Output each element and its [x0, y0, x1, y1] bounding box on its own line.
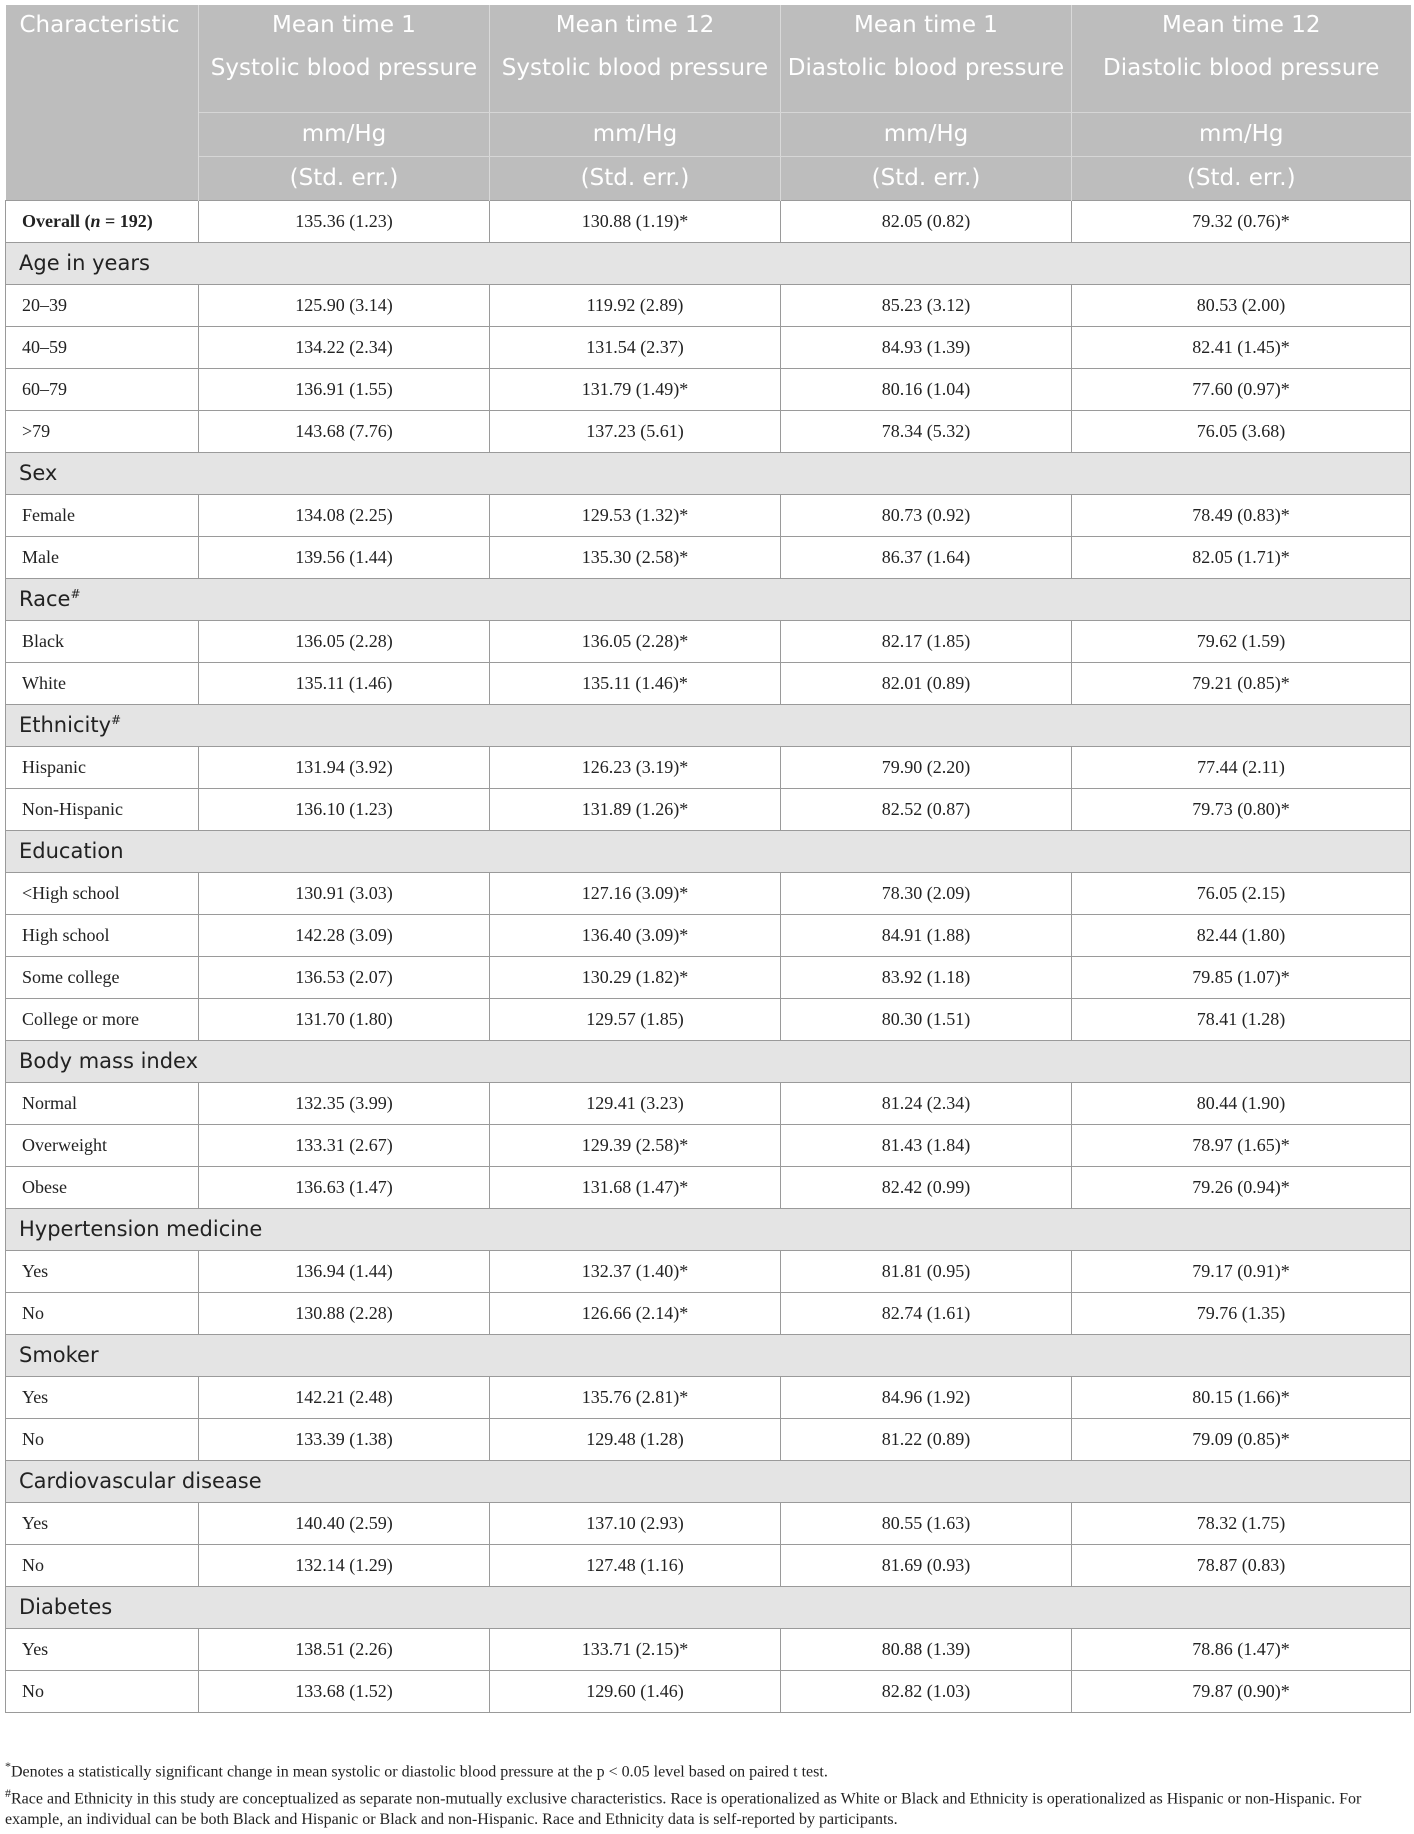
row-label: Yes [6, 1502, 199, 1544]
table-cell: 136.91 (1.55) [199, 368, 490, 410]
table-cell: 80.88 (1.39) [781, 1628, 1072, 1670]
section-header-row [6, 578, 1411, 620]
table-cell: 134.08 (2.25) [199, 494, 490, 536]
table-cell: 79.87 (0.90)* [1072, 1670, 1411, 1712]
header-std-err: (Std. err.) [490, 156, 781, 200]
header-std-err: (Std. err.) [1072, 156, 1411, 200]
table-row [6, 956, 1411, 998]
table-cell: 81.24 (2.34) [781, 1082, 1072, 1124]
table-cell: 129.39 (2.58)* [490, 1124, 781, 1166]
table-cell: 79.26 (0.94)* [1072, 1166, 1411, 1208]
table-cell: 130.29 (1.82)* [490, 956, 781, 998]
row-label: 60–79 [6, 368, 199, 410]
row-label: Yes [6, 1250, 199, 1292]
row-label: Hispanic [6, 746, 199, 788]
section-title: Race# [6, 578, 1411, 620]
table-cell: 131.70 (1.80) [199, 998, 490, 1040]
table-row [6, 1250, 1411, 1292]
table-row [6, 1166, 1411, 1208]
table-cell: 81.22 (0.89) [781, 1418, 1072, 1460]
table-cell: 138.51 (2.26) [199, 1628, 490, 1670]
table-cell: 79.85 (1.07)* [1072, 956, 1411, 998]
table-row [6, 788, 1411, 830]
table-cell: 79.21 (0.85)* [1072, 662, 1411, 704]
table-cell: 79.32 (0.76)* [1072, 200, 1411, 242]
row-label: Black [6, 620, 199, 662]
table-cell: 129.53 (1.32)* [490, 494, 781, 536]
table-cell: 143.68 (7.76) [199, 410, 490, 452]
table-cell: 77.44 (2.11) [1072, 746, 1411, 788]
overall-row [6, 200, 1411, 242]
table-row [6, 1628, 1411, 1670]
table-cell: 82.44 (1.80) [1072, 914, 1411, 956]
header-time: Mean time 1 [199, 5, 490, 46]
section-title: Diabetes [6, 1586, 1411, 1628]
table-cell: 79.09 (0.85)* [1072, 1418, 1411, 1460]
header-time: Mean time 1 [781, 5, 1072, 46]
table-cell: 78.87 (0.83) [1072, 1544, 1411, 1586]
table-cell: 135.30 (2.58)* [490, 536, 781, 578]
table-cell: 84.93 (1.39) [781, 326, 1072, 368]
table-row [6, 1544, 1411, 1586]
table-row [6, 998, 1411, 1040]
table-row [6, 368, 1411, 410]
table-cell: 78.34 (5.32) [781, 410, 1072, 452]
header-time: Mean time 12 [490, 5, 781, 46]
row-label: 40–59 [6, 326, 199, 368]
table-cell: 82.01 (0.89) [781, 662, 1072, 704]
table-cell: 136.94 (1.44) [199, 1250, 490, 1292]
table-cell: 81.81 (0.95) [781, 1250, 1072, 1292]
row-label: No [6, 1292, 199, 1334]
section-header-row [6, 1334, 1411, 1376]
table-cell: 129.41 (3.23) [490, 1082, 781, 1124]
table-cell: 80.55 (1.63) [781, 1502, 1072, 1544]
table-cell: 142.28 (3.09) [199, 914, 490, 956]
table-cell: 79.76 (1.35) [1072, 1292, 1411, 1334]
table-cell: 136.10 (1.23) [199, 788, 490, 830]
section-title: Education [6, 830, 1411, 872]
row-label: Overweight [6, 1124, 199, 1166]
table-cell: 78.97 (1.65)* [1072, 1124, 1411, 1166]
section-header-row [6, 830, 1411, 872]
row-label: No [6, 1670, 199, 1712]
footnote-race-ethnicity: #Race and Ethnicity in this study are conceptualized as separate non-mutually exclusive characteristics. Race is operationalized as White or Black and Ethnicity is operationalized as Hispanic or non-Hispanic. For example, an individual can be both Black and Hispanic or Black and non-Hispanic. Race and Ethnicity data is self-reported by participants. [5, 1786, 1362, 1828]
table-cell: 131.68 (1.47)* [490, 1166, 781, 1208]
table-cell: 80.53 (2.00) [1072, 284, 1411, 326]
table-cell: 130.88 (1.19)* [490, 200, 781, 242]
section-title: Age in years [6, 242, 1411, 284]
table-cell: 79.90 (2.20) [781, 746, 1072, 788]
table-cell: 84.96 (1.92) [781, 1376, 1072, 1418]
section-header-row [6, 1208, 1411, 1250]
table-cell: 131.94 (3.92) [199, 746, 490, 788]
table-row [6, 1292, 1411, 1334]
table-row [6, 872, 1411, 914]
table-cell: 136.63 (1.47) [199, 1166, 490, 1208]
row-label: <High school [6, 872, 199, 914]
overall-label: Overall (n = 192) [6, 200, 199, 242]
table-cell: 137.23 (5.61) [490, 410, 781, 452]
table-container [5, 5, 1410, 1713]
section-header-row [6, 1586, 1411, 1628]
table-cell: 81.69 (0.93) [781, 1544, 1072, 1586]
table-row [6, 1502, 1411, 1544]
section-title: Sex [6, 452, 1411, 494]
section-header-row [6, 1040, 1411, 1082]
row-label: Female [6, 494, 199, 536]
table-cell: 136.53 (2.07) [199, 956, 490, 998]
section-title: Hypertension medicine [6, 1208, 1411, 1250]
table-cell: 133.31 (2.67) [199, 1124, 490, 1166]
table-cell: 129.60 (1.46) [490, 1670, 781, 1712]
table-cell: 132.35 (3.99) [199, 1082, 490, 1124]
row-label: Yes [6, 1376, 199, 1418]
table-cell: 137.10 (2.93) [490, 1502, 781, 1544]
header-measure: Diastolic blood pressure [1072, 46, 1411, 112]
table-cell: 80.16 (1.04) [781, 368, 1072, 410]
table-cell: 81.43 (1.84) [781, 1124, 1072, 1166]
section-title: Ethnicity# [6, 704, 1411, 746]
table-cell: 77.60 (0.97)* [1072, 368, 1411, 410]
table-cell: 82.74 (1.61) [781, 1292, 1072, 1334]
table-row [6, 746, 1411, 788]
section-title: Smoker [6, 1334, 1411, 1376]
table-cell: 140.40 (2.59) [199, 1502, 490, 1544]
table-row [6, 536, 1411, 578]
table-cell: 76.05 (2.15) [1072, 872, 1411, 914]
row-label: No [6, 1544, 199, 1586]
table-cell: 78.49 (0.83)* [1072, 494, 1411, 536]
table-cell: 79.62 (1.59) [1072, 620, 1411, 662]
table-cell: 119.92 (2.89) [490, 284, 781, 326]
row-label: Normal [6, 1082, 199, 1124]
table-cell: 132.37 (1.40)* [490, 1250, 781, 1292]
table-cell: 135.76 (2.81)* [490, 1376, 781, 1418]
table-cell: 76.05 (3.68) [1072, 410, 1411, 452]
table-body [6, 200, 1411, 1712]
table-row [6, 410, 1411, 452]
blood-pressure-table [5, 5, 1411, 1713]
row-label: 20–39 [6, 284, 199, 326]
table-row [6, 1082, 1411, 1124]
table-cell: 134.22 (2.34) [199, 326, 490, 368]
table-cell: 135.36 (1.23) [199, 200, 490, 242]
table-cell: 80.15 (1.66)* [1072, 1376, 1411, 1418]
footnote-significance: *Denotes a statistically significant change in mean systolic or diastolic blood pressure at the p < 0.05 level based on paired t test. [5, 1759, 828, 1781]
table-cell: 133.71 (2.15)* [490, 1628, 781, 1670]
table-header [6, 5, 1411, 200]
table-cell: 129.48 (1.28) [490, 1418, 781, 1460]
footnotes [5, 1756, 1410, 1831]
table-cell: 125.90 (3.14) [199, 284, 490, 326]
table-cell: 78.41 (1.28) [1072, 998, 1411, 1040]
table-row [6, 494, 1411, 536]
table-cell: 127.48 (1.16) [490, 1544, 781, 1586]
table-cell: 78.30 (2.09) [781, 872, 1072, 914]
table-cell: 82.17 (1.85) [781, 620, 1072, 662]
table-cell: 80.73 (0.92) [781, 494, 1072, 536]
table-cell: 133.39 (1.38) [199, 1418, 490, 1460]
table-cell: 131.79 (1.49)* [490, 368, 781, 410]
row-label: >79 [6, 410, 199, 452]
row-label: White [6, 662, 199, 704]
table-row [6, 620, 1411, 662]
section-header-row [6, 1460, 1411, 1502]
section-header-row [6, 704, 1411, 746]
row-label: Male [6, 536, 199, 578]
table-row [6, 284, 1411, 326]
table-cell: 86.37 (1.64) [781, 536, 1072, 578]
table-cell: 135.11 (1.46) [199, 662, 490, 704]
table-cell: 133.68 (1.52) [199, 1670, 490, 1712]
section-title: Cardiovascular disease [6, 1460, 1411, 1502]
header-time: Mean time 12 [1072, 5, 1411, 46]
section-header-row [6, 452, 1411, 494]
table-cell: 80.44 (1.90) [1072, 1082, 1411, 1124]
header-characteristic: Characteristic [6, 5, 199, 46]
header-std-err: (Std. err.) [781, 156, 1072, 200]
row-label: Obese [6, 1166, 199, 1208]
table-cell: 82.42 (0.99) [781, 1166, 1072, 1208]
section-header-row [6, 242, 1411, 284]
table-cell: 82.82 (1.03) [781, 1670, 1072, 1712]
table-cell: 82.52 (0.87) [781, 788, 1072, 830]
table-cell: 79.17 (0.91)* [1072, 1250, 1411, 1292]
table-cell: 135.11 (1.46)* [490, 662, 781, 704]
row-label: No [6, 1418, 199, 1460]
header-unit: mm/Hg [1072, 112, 1411, 156]
row-label: College or more [6, 998, 199, 1040]
header-measure: Systolic blood pressure [490, 46, 781, 112]
table-cell: 142.21 (2.48) [199, 1376, 490, 1418]
table-cell: 131.54 (2.37) [490, 326, 781, 368]
table-cell: 126.66 (2.14)* [490, 1292, 781, 1334]
table-row [6, 914, 1411, 956]
row-label: Non-Hispanic [6, 788, 199, 830]
table-cell: 136.05 (2.28) [199, 620, 490, 662]
table-cell: 83.92 (1.18) [781, 956, 1072, 998]
row-label: Yes [6, 1628, 199, 1670]
table-cell: 82.05 (0.82) [781, 200, 1072, 242]
table-row [6, 1670, 1411, 1712]
table-cell: 127.16 (3.09)* [490, 872, 781, 914]
section-title: Body mass index [6, 1040, 1411, 1082]
table-cell: 131.89 (1.26)* [490, 788, 781, 830]
row-label: High school [6, 914, 199, 956]
table-row [6, 1418, 1411, 1460]
row-label: Some college [6, 956, 199, 998]
table-cell: 139.56 (1.44) [199, 536, 490, 578]
table-cell: 126.23 (3.19)* [490, 746, 781, 788]
table-cell: 130.88 (2.28) [199, 1292, 490, 1334]
table-cell: 78.86 (1.47)* [1072, 1628, 1411, 1670]
table-cell: 79.73 (0.80)* [1072, 788, 1411, 830]
table-cell: 80.30 (1.51) [781, 998, 1072, 1040]
header-unit: mm/Hg [781, 112, 1072, 156]
header-measure: Systolic blood pressure [199, 46, 490, 112]
table-row [6, 1124, 1411, 1166]
table-cell: 85.23 (3.12) [781, 284, 1072, 326]
table-row [6, 662, 1411, 704]
table-row [6, 326, 1411, 368]
table-cell: 82.41 (1.45)* [1072, 326, 1411, 368]
header-std-err: (Std. err.) [199, 156, 490, 200]
table-cell: 136.40 (3.09)* [490, 914, 781, 956]
table-cell: 130.91 (3.03) [199, 872, 490, 914]
header-measure: Diastolic blood pressure [781, 46, 1072, 112]
header-unit: mm/Hg [490, 112, 781, 156]
table-cell: 136.05 (2.28)* [490, 620, 781, 662]
table-cell: 78.32 (1.75) [1072, 1502, 1411, 1544]
table-cell: 129.57 (1.85) [490, 998, 781, 1040]
header-unit: mm/Hg [199, 112, 490, 156]
table-cell: 84.91 (1.88) [781, 914, 1072, 956]
table-cell: 132.14 (1.29) [199, 1544, 490, 1586]
table-cell: 82.05 (1.71)* [1072, 536, 1411, 578]
table-row [6, 1376, 1411, 1418]
